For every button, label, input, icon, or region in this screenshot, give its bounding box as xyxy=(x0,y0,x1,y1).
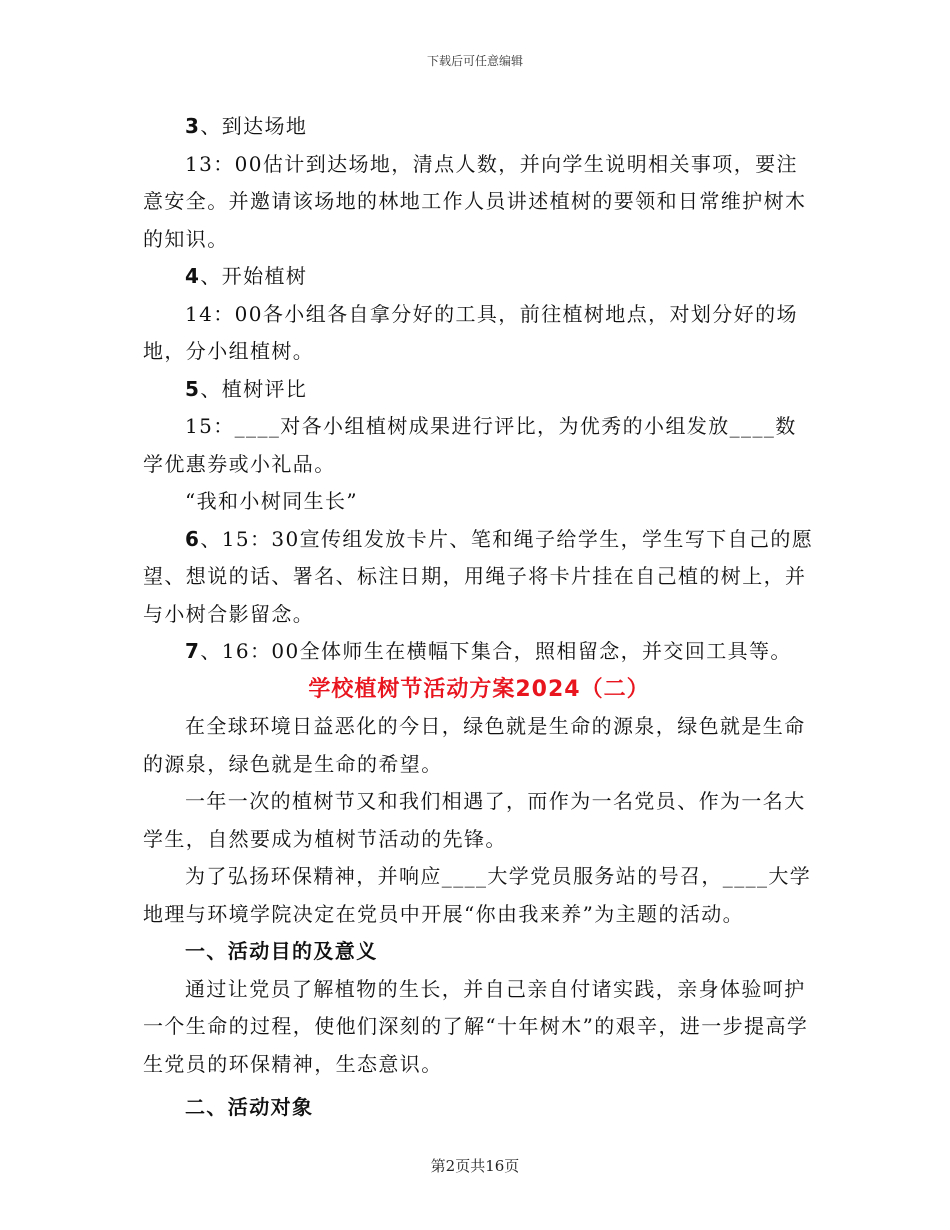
page-header: 下载后可任意编辑 xyxy=(426,54,523,68)
step-heading-5 xyxy=(143,371,815,409)
step-number: 6 xyxy=(185,526,201,551)
paragraph: 15：____对各小组植树成果进行评比，为优秀的小组发放____数学优惠券或小礼品。 xyxy=(143,414,797,476)
step-text: 、15：30宣传组发放卡片、笔和绳子给学生，学生写下自己的愿望、想说的话、署名、标注日期，用绳子将卡片挂在自己植的树上，并与小树合影留念。 xyxy=(143,526,814,626)
step-heading-text: 、到达场地 xyxy=(200,114,308,138)
step-number: 4 xyxy=(185,264,201,288)
quote-line: “我和小树同生长” xyxy=(185,489,359,513)
step-7 xyxy=(143,633,815,671)
step-heading-3 xyxy=(143,108,815,146)
step-number: 3 xyxy=(185,114,201,138)
paragraph: 13：00估计到达场地，清点人数，并向学生说明相关事项，要注意安全。并邀请该场地的林地工作人员讲述植树的要领和日常维护树木的知识。 xyxy=(143,151,807,251)
document-body xyxy=(143,108,815,1127)
paragraph: 14：00各小组各自拿分好的工具，前往植树地点，对划分好的场地，分小组植树。 xyxy=(143,301,798,363)
paragraph: 为了弘扬环保精神，并响应____大学党员服务站的号召，____大学地理与环境学院决定在党员中开展“你由我来养”为主题的活动。 xyxy=(143,864,812,926)
step-heading-text: 、开始植树 xyxy=(200,264,308,288)
step-heading-4 xyxy=(143,258,815,296)
section-title: 学校植树节活动方案2024（二） xyxy=(308,676,650,702)
step-number: 7 xyxy=(185,639,201,663)
step-6 xyxy=(143,521,815,634)
subsection-heading: 一、活动目的及意义 xyxy=(185,939,378,963)
page-footer: 第2页共16页 xyxy=(430,1157,520,1175)
paragraph: 在全球环境日益恶化的今日，绿色就是生命的源泉，绿色就是生命的源泉，绿色就是生命的希望。 xyxy=(143,714,806,776)
paragraph: 通过让党员了解植物的生长，并自己亲自付诸实践，亲身体验呵护一个生命的过程，使他们深刻的了解“十年树木”的艰辛，进一步提高学生党员的环保精神，生态意识。 xyxy=(143,976,809,1076)
step-number: 5 xyxy=(185,376,201,401)
step-heading-text: 、植树评比 xyxy=(200,376,308,401)
subsection-heading: 二、活动对象 xyxy=(185,1095,314,1119)
paragraph: 一年一次的植树节又和我们相遇了，而作为一名党员、作为一名大学生，自然要成为植树节活动的先锋。 xyxy=(143,789,806,851)
step-text: 、16：00全体师生在横幅下集合，照相留念，并交回工具等。 xyxy=(200,639,792,663)
